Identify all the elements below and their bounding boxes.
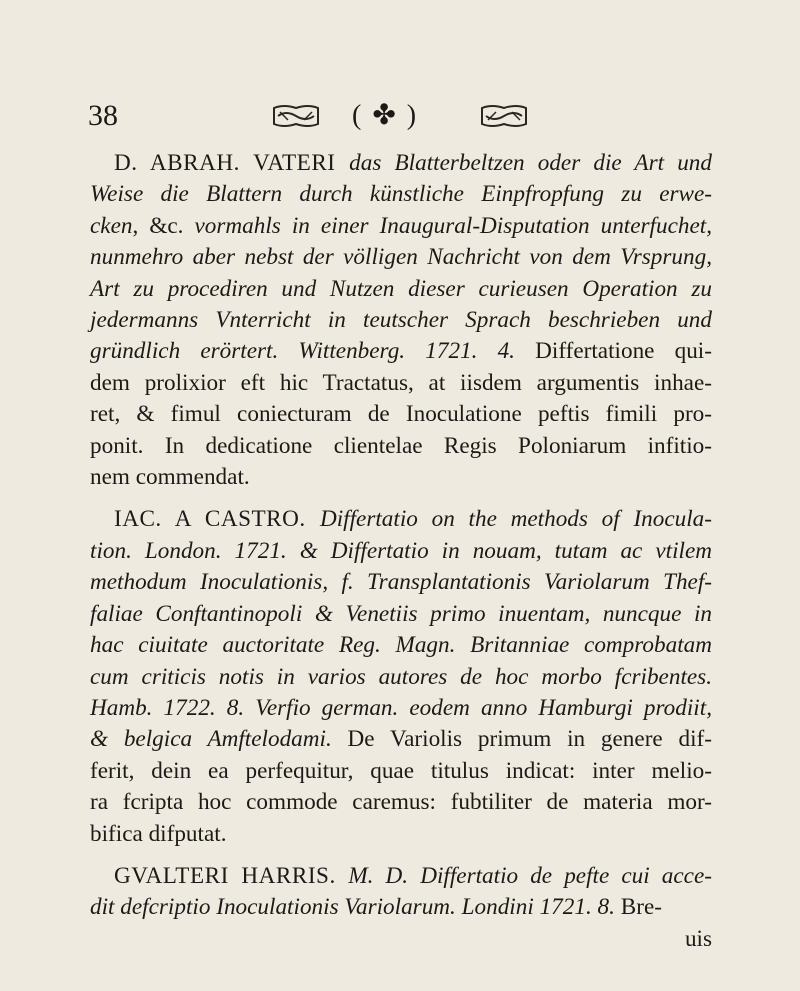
- text-line: [90, 819, 712, 850]
- commentary-text: Differtatione qui-: [514, 338, 712, 365]
- text-line: [90, 504, 712, 535]
- page-number: 38: [88, 99, 118, 132]
- title-text: & belgica Amftelodami.: [90, 726, 332, 753]
- text-line: [90, 431, 712, 462]
- text-line: [90, 462, 712, 493]
- commentary-text: ferit, dein ea perfequitur, quae titulus indicat: inter melio-: [90, 757, 712, 784]
- commentary-text: nem commendat.: [90, 464, 250, 491]
- title-text: cum criticis notis in varios autores de hoc morbo fcribentes.: [90, 663, 712, 690]
- text-line: [90, 305, 712, 336]
- text-line: [90, 274, 712, 305]
- catchword: uis: [684, 925, 712, 952]
- text-line: [90, 630, 712, 661]
- title-text: methodum Inoculationis, f. Transplantationis Variolarum Thef-: [90, 569, 712, 596]
- text-line: [90, 892, 712, 923]
- commentary-text: dem prolixior eft hic Tractatus, at iisdem argumentis inhae-: [90, 369, 712, 396]
- text-line: [90, 787, 712, 818]
- entry-harris: [90, 861, 712, 924]
- commentary-text: Bre-: [614, 894, 662, 921]
- commentary-text: De Variolis primum in genere dif-: [331, 726, 712, 753]
- title-text: tion. London. 1721. & Differtatio in nouam, tutam ac vtilem: [90, 537, 712, 564]
- commentary-text: ret, & fimul coniecturam de Inoculatione peftis fimili pro-: [90, 401, 712, 428]
- running-header: [0, 96, 800, 136]
- text-line: [90, 211, 712, 242]
- commentary-text: bifica difputat.: [90, 820, 227, 847]
- entry-castro: [90, 504, 712, 849]
- title-text: Hamb. 1722. 8. Verfio german. eodem anno Hamburgi prodiit,: [90, 694, 712, 721]
- title-text: Art zu procediren und Nutzen dieser curieusen Operation zu: [90, 275, 712, 302]
- text-line: [90, 179, 712, 210]
- text-line: [90, 662, 712, 693]
- text-line: [90, 724, 712, 755]
- text-line: [90, 567, 712, 598]
- text-line: [90, 536, 712, 567]
- text-line: [90, 756, 712, 787]
- title-text: gründlich erörtert. Wittenberg. 1721. 4.: [90, 338, 515, 365]
- text-line: [90, 599, 712, 630]
- title-text: nunmehro aber nebst der völligen Nachricht von dem Vrsprung,: [90, 244, 712, 271]
- text-line: [90, 148, 712, 179]
- text-line: [90, 861, 712, 892]
- printers-ornament-right-icon: [480, 104, 528, 128]
- title-text: vormahls in einer Inaugural-Disputation unterfuchet,: [194, 212, 712, 239]
- title-text: dit defcriptio Inoculationis Variolarum. Londini 1721. 8.: [90, 894, 615, 921]
- title-text: faliae Conftantinopoli & Venetiis primo inuentam, nuncque in: [90, 600, 712, 627]
- text-line: [90, 693, 712, 724]
- author-name: D. ABRAH. VATERI: [114, 150, 350, 176]
- text-line: [90, 242, 712, 273]
- author-name: GVALTERI HARRIS.: [114, 862, 349, 889]
- title-text: Differtatio on the methods of Inocula-: [319, 506, 712, 533]
- header-center-ornament: ( ✤ ): [352, 100, 419, 131]
- text-line: [90, 336, 712, 367]
- commentary-text: ponit. In dedicatione clientelae Regis Poloniarum infitio-: [90, 432, 712, 459]
- author-name: IAC. A CASTRO.: [114, 506, 320, 533]
- title-text: cken: [90, 212, 133, 239]
- title-text: Weise die Blattern durch künstliche Einpfropfung zu erwe-: [90, 181, 712, 208]
- bibliography-text: [90, 148, 712, 955]
- title-text: M. D. Differtatio de pefte cui acce-: [348, 862, 712, 889]
- commentary-text: , &c.: [132, 212, 195, 239]
- entry-vater: [90, 148, 712, 493]
- text-line: [90, 399, 712, 430]
- commentary-text: ra fcripta hoc commode caremus: fubtiliter de materia mor-: [90, 789, 712, 816]
- title-text: hac ciuitate auctoritate Reg. Magn. Britanniae comprobatam: [90, 632, 712, 659]
- text-line: [90, 368, 712, 399]
- title-text: jedermanns Vnterricht in teutscher Sprach beschrieben und: [90, 307, 712, 334]
- printers-ornament-left-icon: [272, 104, 320, 128]
- title-text: das Blatterbeltzen oder die Art und: [349, 150, 712, 176]
